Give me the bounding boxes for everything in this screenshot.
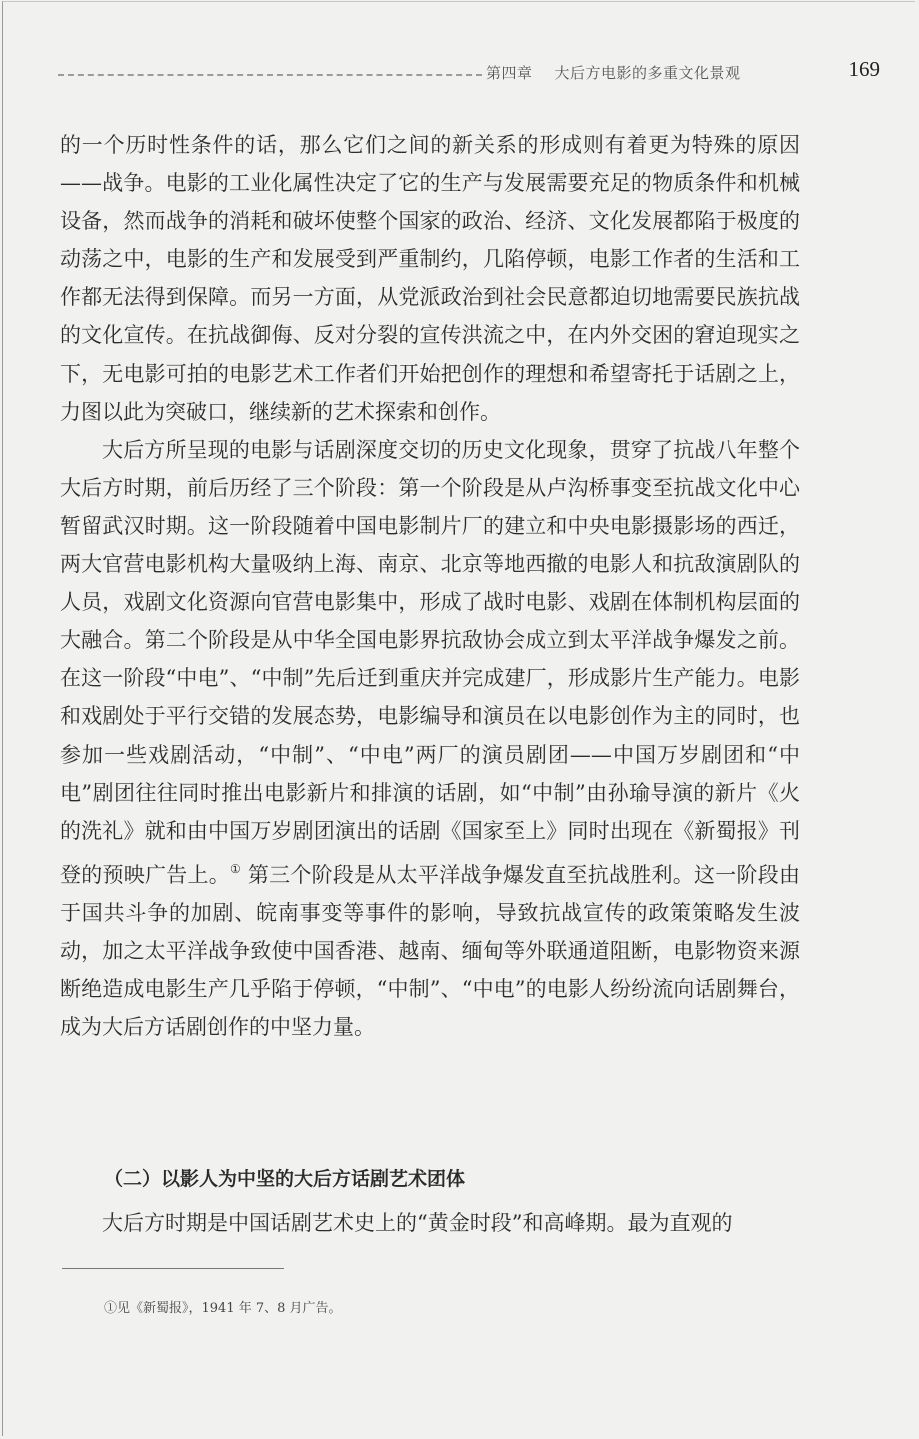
page-number: 169	[848, 57, 880, 81]
paragraph-2-text-continued: 第三个阶段是从太平洋战争爆发直至抗战胜利。这一阶段由于国共斗争的加剧、皖南事变等事件的影响，导致抗战宣传的政策策略发生波动，加之太平洋战争致使中国香港、越南、缅甸等外联通道阻断，电影物资来源断绝造成电影生产几乎陷于停顿，“中制”、“中电”的电影人纷纷流向话剧舞台，成为大后方话剧创作的中坚力量。	[60, 862, 800, 1040]
chapter-number: 第四章	[486, 64, 533, 82]
section-heading: （二）以影人为中坚的大后方话剧艺术团体	[104, 1168, 466, 1190]
header-dashed-rule	[58, 74, 482, 76]
running-header	[58, 57, 880, 90]
footnote-marker[interactable]: ①	[229, 861, 241, 876]
paragraph-1: 的一个历时性条件的话，那么它们之间的新关系的形成则有着更为特殊的原因——战争。电影的工业化属性决定了它的生产与发展需要充足的物质条件和机械设备，然而战争的消耗和破坏使整个国家的政治、经济、文化发展都陷于极度的动荡之中，电影的生产和发展受到严重制约，几陷停顿，电影工作者的生活和工作都无法得到保障。而另一方面，从党派政治到社会民意都迫切地需要民族抗战的文化宣传。在抗战御侮、反对分裂的宣传洪流之中，在内外交困的窘迫现实之下，无电影可拍的电影艺术工作者们开始把创作的理想和希望寄托于话剧之上，力图以此为突破口，继续新的艺术探索和创作。	[60, 133, 800, 424]
footnote-divider	[62, 1268, 284, 1269]
paragraph-2	[60, 431, 800, 1047]
footnote: ①见《新蜀报》，1941 年 7、8 月广告。	[104, 1301, 342, 1316]
paragraph-3: 大后方时期是中国话剧艺术史上的“黄金时段”和高峰期。最为直观的	[102, 1211, 733, 1235]
paragraph-2-text: 大后方所呈现的电影与话剧深度交切的历史文化现象，贯穿了抗战八年整个大后方时期，前后历经了三个阶段：第一个阶段是从卢沟桥事变至抗战文化中心暂留武汉时期。这一阶段随着中国电影制片厂的建立和中央电影摄影场的西迁，两大官营电影机构大量吸纳上海、南京、北京等地西撤的电影人和抗敌演剧队的人员，戏剧文化资源向官营电影集中，形成了战时电影、戏剧在体制机构层面的大融合。第二个阶段是从中华全国电影界抗敌协会成立到太平洋战争爆发之前。在这一阶段“中电”、“中制”先后迁到重庆并完成建厂，形成影片生产能力。电影和戏剧处于平行交错的发展态势，电影编导和演员在以电影创作为主的同时，也参加一些戏剧活动，“中制”、“中电”两厂的演员剧团——中国万岁剧团和“中电”剧团往往同时推出电影新片和排演的话剧，如“中制”由孙瑜导演的新片《火的洗礼》就和由中国万岁剧团演出的话剧《国家至上》同时出现在《新蜀报》刊登的预映广告上。	[60, 437, 800, 887]
chapter-title	[486, 62, 741, 83]
body-text	[60, 126, 800, 1046]
chapter-name: 大后方电影的多重文化景观	[554, 64, 741, 82]
